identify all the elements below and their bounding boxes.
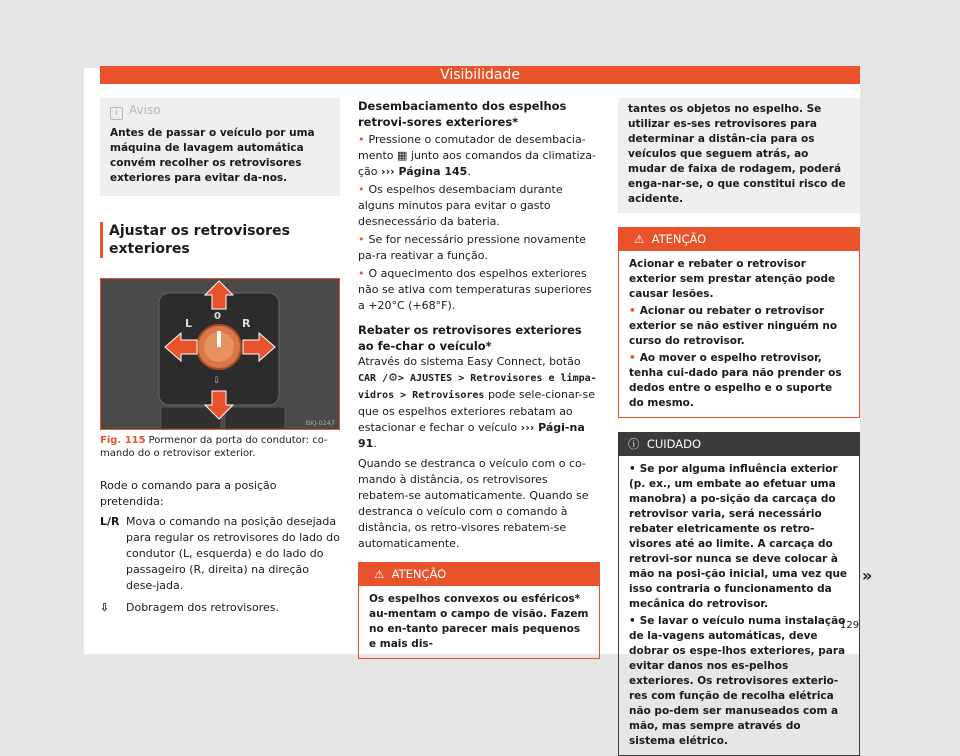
knob-label-left: L (185, 317, 193, 330)
paragraph-text: Através do sistema Easy Connect, botão (358, 355, 581, 368)
bullet-defog-3: • Se for necessário pressione novamente pa-ra reativar a função. (358, 232, 600, 264)
warning-bullet-1: • Acionar ou rebater o retrovisor exterior se não estiver ninguém no curso do retrovisor. (629, 304, 849, 349)
definition-key: L/R (100, 515, 120, 528)
caution-circle-icon: ⓘ (628, 437, 640, 451)
knob-label-right: R (242, 317, 251, 330)
warning-body (618, 251, 860, 418)
bullet-defog-2: • Os espelhos desembaciam durante alguns minutos para evitar o gasto desnecessário da bateria. (358, 182, 600, 230)
column-3 (618, 98, 860, 756)
column-1 (100, 98, 340, 616)
car-settings-icon: ⚙ (388, 371, 398, 384)
warning-box-2 (618, 227, 860, 418)
warning-title: ATENÇÃO (651, 232, 707, 246)
definition-text: Mova o comando na posição desejada para regular os retrovisores do lado do condutor (L, esquerda) e do lado do passageiro (R, direita) na direção dese-jada. (126, 515, 340, 592)
caution-header (618, 432, 860, 456)
intro-text: Rode o comando para a posição pretendida: (100, 479, 277, 508)
warning-header (618, 227, 860, 251)
bullet-defog-4: • O aquecimento dos espelhos exteriores não se ativa com temperaturas superiores a +20°C (+68°F). (358, 266, 600, 314)
info-icon: i (110, 107, 123, 120)
bullet-text: junto aos comandos da climatiza-ção (358, 149, 596, 178)
bullet-text: Pressione o comutador de desembacia-mento (358, 133, 586, 162)
caution-body (618, 456, 860, 756)
warning-triangle-icon: ⚠ (634, 232, 645, 246)
unlock-paragraph: Quando se destranca o veículo com o co-mando à distância, os retrovisores rebatem-se automaticamente. Quando se destranca o veículo com o comando à distância, os retro-visores rebatem-se automaticamente. (358, 457, 589, 550)
figure-115 (100, 278, 340, 430)
notice-title-row (100, 98, 340, 122)
section-title: Ajustar os retrovisores exteriores (100, 222, 340, 258)
definition-fold (100, 600, 340, 616)
page-number: 129 (840, 620, 860, 631)
knob-label-center: 0 (214, 311, 221, 322)
mirror-control-illustration (101, 279, 339, 429)
definition-lr (100, 514, 340, 594)
caution-bullet-1: • Se por alguma influência exterior (p. ex., um embate ao efetuar uma manobra) a po-sição da carcaça do retrovisor varia, será necessário rebater eletricamente os retro-visores até ao limite. A carcaça do retrovi-sor nunca se deve colocar à mão na posi-ção inicial, uma vez que isso contraria o funcionamento da mecânica do retrovisor. (629, 462, 849, 612)
column-2 (358, 98, 600, 659)
figure-caption (100, 434, 340, 460)
figure-code: BKJ-0247 (305, 419, 335, 427)
caution-title: CUIDADO (646, 437, 702, 451)
page-link[interactable]: ››› Página 145 (381, 165, 468, 178)
notice-text: Antes de passar o veículo por uma máquina de lavagem automática convém recolher os retrovisores exteriores para evitar da-nos. (110, 127, 315, 184)
menu-path-car: CAR / (358, 373, 389, 384)
warning-header (358, 562, 600, 586)
fold-heading: Rebater os retrovisores exteriores ao fe-char o veículo* (358, 323, 582, 353)
warning-triangle-icon: ⚠ (374, 567, 385, 581)
defog-heading: Desembaciamento dos espelhos retrovi-sores exteriores* (358, 99, 567, 129)
svg-text:⇩: ⇩ (213, 376, 221, 386)
fold-paragraph: Através do sistema Easy Connect, botão CAR /⚙> AJUSTES > Retrovisores e limpa-vidros > Retrovisores pode sele-cionar-se que os espelhos exteriores rebatam ao estacionar e fechar o veículo ››› Pági-na 91. (358, 355, 597, 450)
warning-intro: Acionar e rebater o retrovisor exterior sem prestar atenção pode causar lesões. (629, 258, 836, 300)
bullet-defog-1: • Pressione o comutador de desembacia-mento ▦ junto aos comandos da climatiza-ção ››› Página 145. (358, 132, 600, 180)
definition-text: Dobragem dos retrovisores. (126, 601, 280, 614)
continue-marker: » (862, 566, 873, 585)
defrost-icon: ▦ (397, 149, 408, 162)
notice-box (100, 98, 340, 196)
figure-caption-text: Pormenor da porta do condutor: co-mando do o retrovisor exterior. (100, 435, 328, 459)
mirror-fold-icon: ⇩ (100, 601, 110, 614)
paragraph-text: pode sele-cionar-se que os espelhos exteriores rebatam ao estacionar e fechar o veículo (358, 388, 596, 434)
caution-box (618, 432, 860, 756)
menu-path: > AJUSTES > Retrovisores e limpa-vidros > Retrovisores (358, 373, 597, 401)
page-link[interactable]: ››› Pági-na 91 (358, 421, 585, 450)
warning-continued: tantes os objetos no espelho. Se utilizar es-ses retrovisores para determinar a distân-cia para os veículos que seguem atrás, ao mudar de faixa de rodagem, poderá enga-nar-se, o que constitui risco de acidente. (618, 98, 860, 213)
warning-title: ATENÇÃO (391, 567, 447, 581)
caution-bullet-2: • Se lavar o veículo numa instalação de la-vagens automáticas, deve dobrar os espe-lhos exteriores, para evitar danos nos es-pelhos exteriores. Os retrovisores exterio-res com função de recolha elétrica não po-dem ser manuseados com a mão, mas sempre através do sistema elétrico. (629, 614, 849, 749)
warning-bullet-2: • Ao mover o espelho retrovisor, tenha cui-dado para não prender os dedos entre o espelho e o suporte do mesmo. (629, 351, 849, 411)
notice-title: Aviso (129, 103, 161, 117)
figure-label: Fig. 115 (100, 435, 146, 446)
page-header: Visibilidade (100, 66, 860, 84)
warning-box (358, 562, 600, 659)
warning-text: Os espelhos convexos ou esféricos* au-mentam o campo de visão. Fazem no en-tanto parecer mais pequenos e mais dis- (358, 586, 600, 659)
